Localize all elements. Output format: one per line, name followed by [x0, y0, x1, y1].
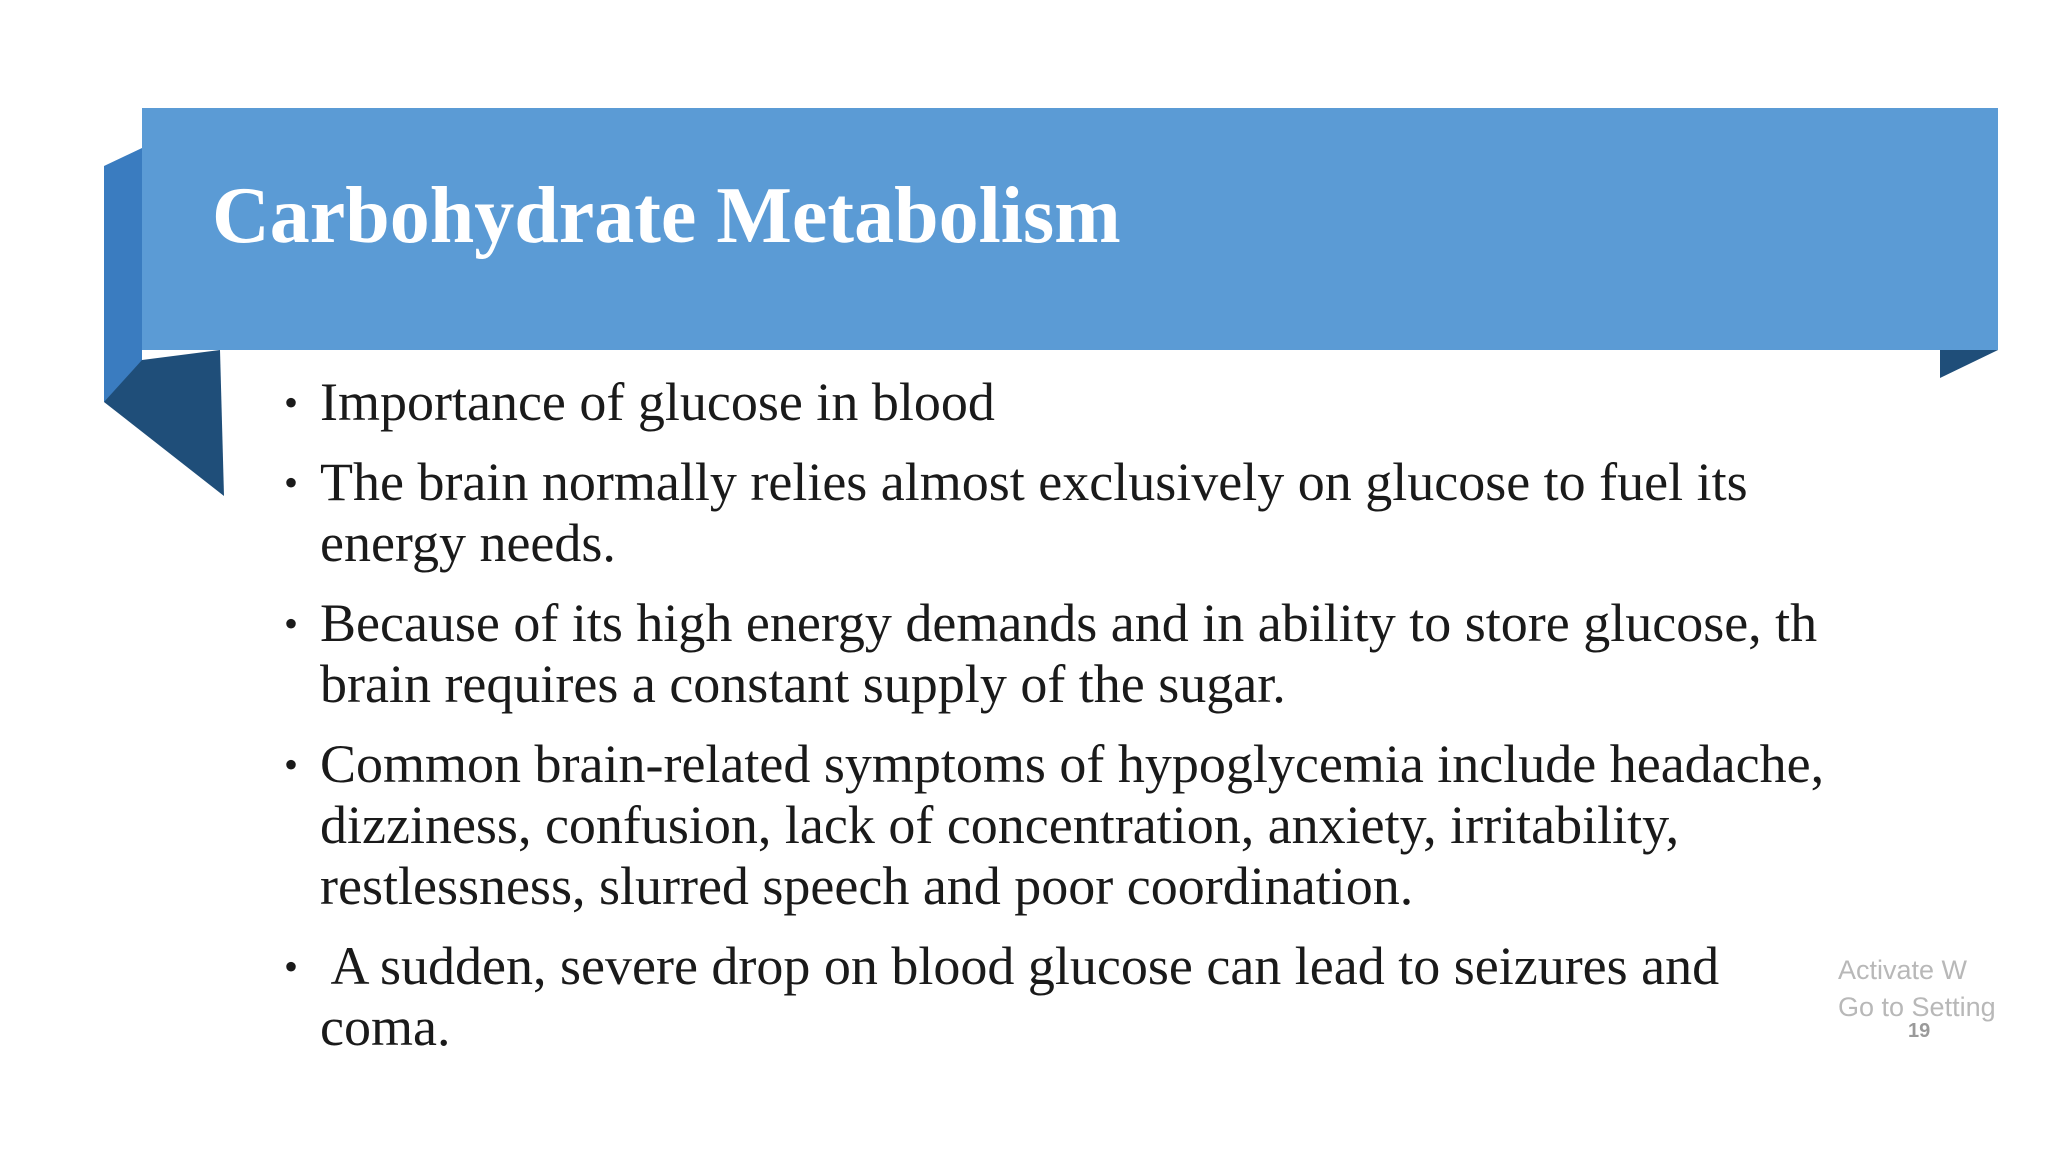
bullet-dot-icon: •: [284, 380, 299, 425]
slide-title: Carbohydrate Metabolism: [212, 172, 1121, 260]
slide-number: 19: [1908, 1020, 1931, 1042]
ribbon-left-tab: [104, 148, 142, 402]
bullet-dot-icon: •: [284, 742, 299, 787]
bullet-item: [278, 372, 2033, 433]
activation-watermark: [1838, 952, 1998, 1026]
bullet-line: Importance of glucose in blood: [320, 372, 995, 432]
bullet-dot-icon: •: [284, 460, 299, 505]
bullet-line: brain requires a constant supply of the sugar.: [320, 654, 1286, 714]
bullet-item: [278, 593, 2033, 715]
watermark-line: Go to Setting: [1838, 992, 1996, 1022]
bullet-line: coma.: [320, 997, 451, 1057]
bullet-line: A sudden, severe drop on blood glucose can lead to seizures and: [320, 936, 1720, 996]
bullet-line: restlessness, slurred speech and poor coordination.: [320, 856, 1414, 916]
bullet-line: Because of its high energy demands and in ability to store glucose, th: [320, 593, 1818, 653]
bullet-line: dizziness, confusion, lack of concentration, anxiety, irritability,: [320, 795, 1680, 855]
bullet-line: energy needs.: [320, 513, 616, 573]
bullet-item: [278, 734, 2033, 917]
bullet-item: [278, 936, 2033, 1058]
bullet-item: [278, 452, 2033, 574]
bullet-line: Common brain-related symptoms of hypoglycemia include headache,: [320, 734, 1825, 794]
bullet-dot-icon: •: [284, 944, 299, 989]
watermark-line: Activate W: [1838, 955, 1968, 985]
bullet-list: [278, 372, 2033, 1077]
bullet-line: The brain normally relies almost exclusively on glucose to fuel its: [320, 452, 1748, 512]
bullet-dot-icon: •: [284, 601, 299, 646]
